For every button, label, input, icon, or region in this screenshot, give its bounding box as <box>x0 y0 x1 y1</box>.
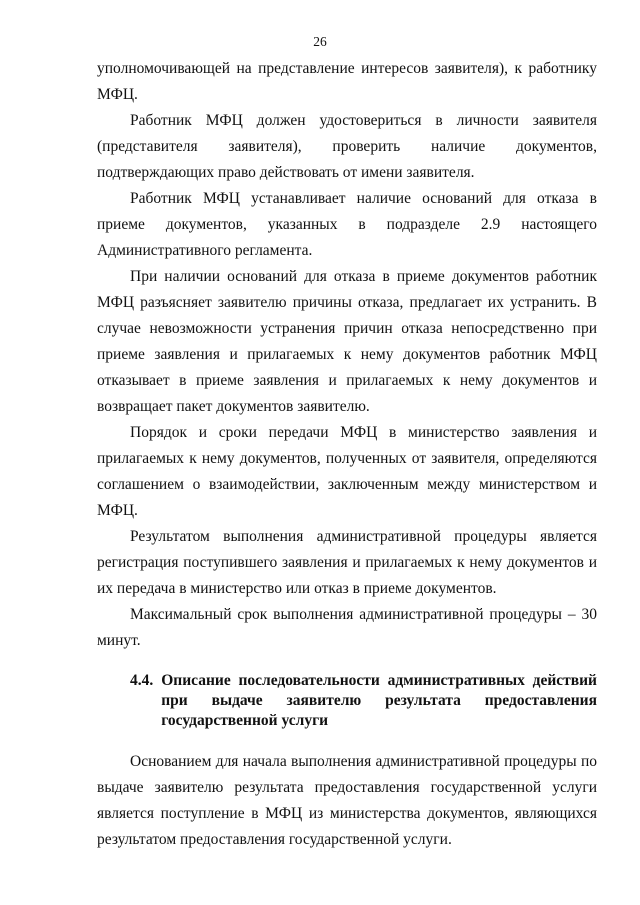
paragraph-1: уполномочивающей на представление интересов заявителя), к работнику МФЦ. <box>97 60 597 103</box>
paragraph-3: Работник МФЦ устанавливает наличие оснований для отказа в приеме документов, указанных в подразделе 2.9 настоящего Административного регламента. <box>97 190 597 259</box>
paragraph-2: Работник МФЦ должен удостовериться в личности заявителя (представителя заявителя), проверить наличие документов, подтверждающих право действовать от имени заявителя. <box>97 112 597 181</box>
section-title: Описание последовательности административных действий при выдаче заявителю результата предоставления государственной услуги <box>161 672 597 729</box>
page-number: 26 <box>313 34 327 49</box>
section-number: 4.4. <box>130 672 154 689</box>
paragraph-7: Максимальный срок выполнения административной процедуры – 30 минут. <box>97 606 597 649</box>
section-heading <box>97 671 597 731</box>
paragraph-5: Порядок и сроки передачи МФЦ в министерство заявления и прилагаемых к нему документов, полученных от заявителя, определяются соглашением о взаимодействии, заключенным между министерством и МФЦ. <box>97 424 597 519</box>
document-body <box>97 56 597 853</box>
paragraph-6: Результатом выполнения административной процедуры является регистрация поступившего заявления и прилагаемых к нему документов и их передача в министерство или отказ в приеме документов. <box>97 528 597 597</box>
paragraph-8: Основанием для начала выполнения административной процедуры по выдаче заявителю результата предоставления государственной услуги является поступление в МФЦ из министерства документов, являющихся результатом предоставления государственной услуги. <box>97 753 597 848</box>
paragraph-4: При наличии оснований для отказа в приеме документов работник МФЦ разъясняет заявителю причины отказа, предлагает их устранить. В случае невозможности устранения причин отказа непосредственно при приеме заявления и прилагаемых к нему документов работник МФЦ отказывает в приеме заявления и прилагаемых к нему документов и возвращает пакет документов заявителю. <box>97 268 597 415</box>
